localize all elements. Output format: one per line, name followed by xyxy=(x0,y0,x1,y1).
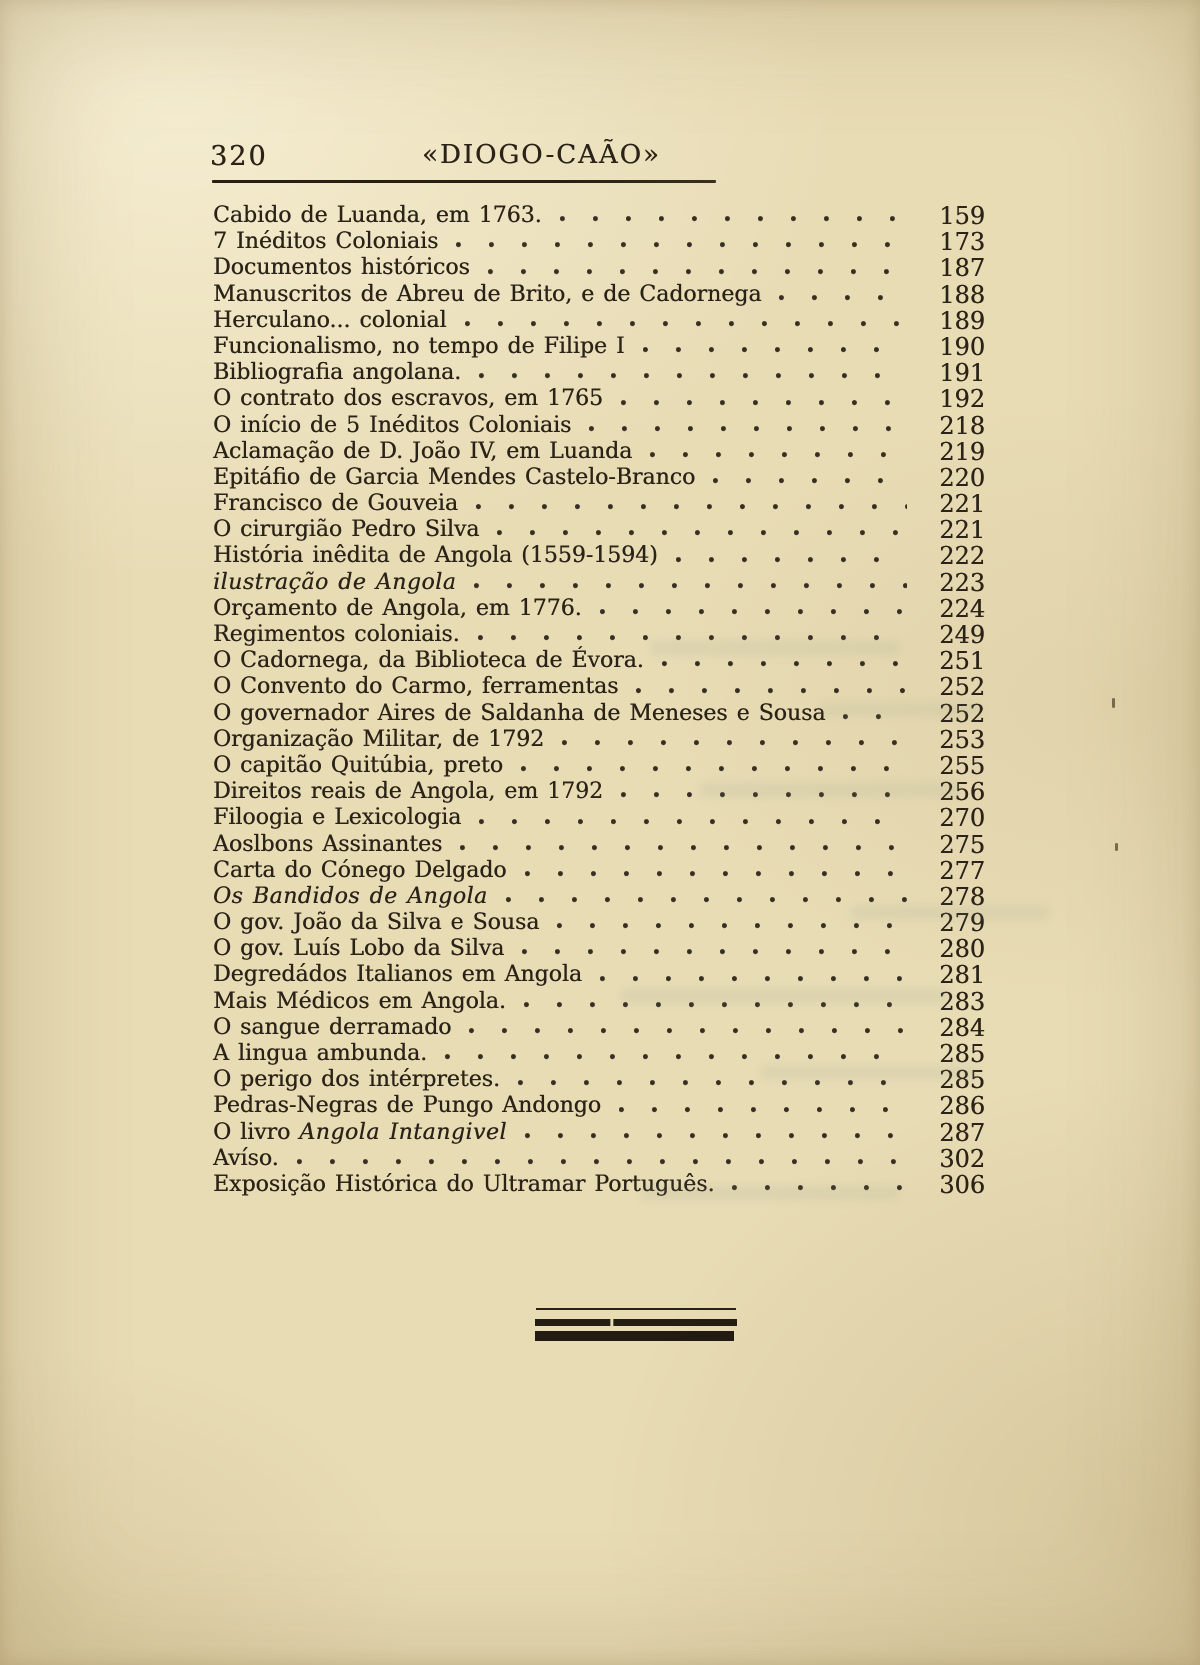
toc-entry xyxy=(213,308,985,334)
toc-entry-page: 224 xyxy=(939,594,985,623)
toc-entry-title: História inêdita de Angola (1559-1594) xyxy=(213,543,658,569)
toc-entry xyxy=(213,543,985,569)
toc-entry xyxy=(213,1067,985,1093)
toc-entry-page: 173 xyxy=(939,228,985,257)
leader-dots xyxy=(724,1172,907,1198)
toc-entry xyxy=(213,439,985,465)
toc-entry xyxy=(213,858,985,884)
tailpiece-thick-rule xyxy=(535,1331,734,1341)
leader-dots xyxy=(835,701,907,727)
toc-entry xyxy=(213,570,985,596)
toc-entry-title: Pedras-Negras de Pungo Andongo xyxy=(213,1093,601,1119)
leader-dots xyxy=(592,596,907,622)
toc-entry-title: O gov. João da Silva e Sousa xyxy=(213,910,540,936)
toc-entry-page: 221 xyxy=(939,490,985,519)
toc-entry xyxy=(213,1146,985,1172)
toc-entry-title: Carta do Cónego Delgado xyxy=(213,857,507,883)
leader-dots xyxy=(471,360,907,386)
toc-entry-page: 287 xyxy=(939,1118,985,1147)
leader-dots xyxy=(592,962,907,988)
toc-entry-title: O perigo dos intérpretes. xyxy=(213,1067,500,1093)
leader-dots xyxy=(771,282,907,308)
header-rule xyxy=(212,180,716,183)
leader-dots xyxy=(611,1093,907,1119)
page-number: 320 xyxy=(210,141,268,172)
leader-dots xyxy=(517,858,907,884)
toc-entry xyxy=(213,1120,985,1146)
toc-entry-page: 302 xyxy=(939,1144,985,1173)
toc-entry-page: 285 xyxy=(939,1040,985,1068)
toc-entry-title: Manuscritos de Abreu de Brito, e de Cadornega xyxy=(213,281,762,307)
leader-dots xyxy=(581,413,907,439)
leader-dots xyxy=(289,1146,907,1172)
toc-entry-title: O cirurgião Pedro Silva xyxy=(213,517,480,543)
toc-entry-title: O Convento do Carmo, ferramentas xyxy=(213,674,619,700)
toc-entry-title: ilustração de Angola xyxy=(213,569,457,595)
toc-entry xyxy=(213,491,985,517)
page-title: «DIOGO-CAÃO» xyxy=(422,140,661,170)
toc-entry-page: 221 xyxy=(939,516,985,545)
toc-entry-title: Direitos reais de Angola, em 1792 xyxy=(213,779,604,805)
toc-entry-title: O contrato dos escravos, em 1765 xyxy=(213,386,604,412)
leader-dots xyxy=(510,1067,907,1093)
toc-entry-page: 256 xyxy=(939,778,985,807)
toc-entry-title: Aoslbons Assinantes xyxy=(213,831,443,857)
toc-entry-page: 252 xyxy=(939,673,985,702)
leader-dots xyxy=(452,832,907,858)
leader-dots xyxy=(480,255,907,281)
toc-entry xyxy=(213,229,985,255)
toc-entry xyxy=(213,1015,985,1041)
toc-entry-page: 275 xyxy=(939,830,985,859)
toc-entry-page: 252 xyxy=(939,699,985,728)
leader-dots xyxy=(514,936,907,962)
toc-entry-title: O Cadornega, da Biblioteca de Évora. xyxy=(213,648,644,674)
toc-entry xyxy=(213,648,985,674)
toc-entry xyxy=(213,413,985,439)
toc-entry-title: Exposição Histórica do Ultramar Português. xyxy=(213,1171,715,1197)
toc-entry-page: 280 xyxy=(939,935,985,964)
toc-entry-title: O início de 5 Inéditos Coloniais xyxy=(213,412,572,438)
toc-entry-title: Bibliografia angolana. xyxy=(213,360,462,386)
toc-entry-title: Organização Militar, de 1792 xyxy=(213,726,545,752)
toc-entry xyxy=(213,674,985,700)
leader-dots xyxy=(461,1015,907,1041)
leader-dots xyxy=(552,203,907,229)
toc-entry xyxy=(213,832,985,858)
toc-entry-page: 219 xyxy=(939,437,985,466)
toc-entry-title: O sangue derramado xyxy=(213,1014,452,1040)
toc-entry-page: 286 xyxy=(939,1092,985,1121)
toc-entry-title: Documentos históricos xyxy=(213,255,470,281)
toc-entry-page: 283 xyxy=(939,987,985,1016)
leader-dots xyxy=(448,229,907,255)
toc-entry-page: 270 xyxy=(939,804,985,833)
leader-dots xyxy=(654,648,907,674)
ink-speck xyxy=(1112,698,1115,708)
toc-entry xyxy=(213,753,985,779)
toc-entry-title: O capitão Quitúbia, preto xyxy=(213,752,503,778)
toc-entry xyxy=(213,1041,985,1067)
toc-entry-page: 159 xyxy=(939,202,985,230)
toc-entry-page: 277 xyxy=(939,856,985,885)
toc-entry-page: 189 xyxy=(939,306,985,335)
toc-entry-title: Herculano... colonial xyxy=(213,307,447,333)
toc-entry-title: 7 Inéditos Coloniais xyxy=(213,229,439,255)
toc-entry xyxy=(213,596,985,622)
toc-entry-page: 218 xyxy=(939,411,985,440)
toc-entry xyxy=(213,1172,985,1198)
toc-entry xyxy=(213,386,985,412)
leader-dots xyxy=(457,308,907,334)
ink-speck xyxy=(1115,843,1118,851)
toc-entry-page: 279 xyxy=(939,909,985,938)
toc-entry-title: Regimentos coloniais. xyxy=(213,622,460,647)
leader-dots xyxy=(613,779,907,805)
leader-dots xyxy=(705,465,907,491)
tailpiece-middle-rule xyxy=(535,1319,737,1326)
leader-dots xyxy=(468,491,907,517)
leader-dots xyxy=(489,517,907,543)
leader-dots xyxy=(466,570,907,596)
toc-entry-page: 220 xyxy=(939,463,985,492)
toc-entry-page: 281 xyxy=(939,961,985,990)
tailpiece-ornament xyxy=(535,1308,737,1341)
toc-entry xyxy=(213,622,985,648)
toc-entry-title: Avíso. xyxy=(213,1145,279,1171)
leader-dots xyxy=(549,910,907,936)
toc-entry xyxy=(213,334,985,360)
toc-entry-page: 188 xyxy=(939,280,985,309)
toc-entry xyxy=(213,360,985,386)
toc-entry xyxy=(213,465,985,491)
leader-dots xyxy=(470,622,907,648)
toc-entry-title: Cabido de Luanda, em 1763. xyxy=(213,203,542,228)
leader-dots xyxy=(513,753,907,779)
toc-entry-title: A lingua ambunda. xyxy=(213,1041,428,1066)
toc-entry-page: 278 xyxy=(939,882,985,911)
toc-entry xyxy=(213,910,985,936)
toc-entry-title: Filoogia e Lexicologia xyxy=(213,805,462,831)
leader-dots xyxy=(516,989,907,1015)
toc-entry xyxy=(213,517,985,543)
toc-entry xyxy=(213,701,985,727)
toc-entry-page: 255 xyxy=(939,751,985,780)
toc-entry-page: 190 xyxy=(939,332,985,361)
toc-entry-page: 191 xyxy=(939,359,985,388)
leader-dots xyxy=(642,439,907,465)
toc-entry-page: 223 xyxy=(939,568,985,597)
toc-entry xyxy=(213,884,985,910)
toc-entry-title: Funcionalismo, no tempo de Filipe I xyxy=(213,333,625,359)
toc-entry-title: O governador Aires de Saldanha de Meneses e Sousa xyxy=(213,700,826,726)
toc-list xyxy=(213,203,985,1198)
toc-entry-title: Degredádos Italianos em Angola xyxy=(213,962,583,988)
leader-dots xyxy=(628,674,907,700)
toc-entry-title: O livro Angola Intangivel xyxy=(213,1119,507,1145)
leader-dots xyxy=(437,1041,907,1067)
tailpiece-thin-rule xyxy=(536,1308,736,1310)
toc-entry xyxy=(213,203,985,229)
toc-entry-page: 222 xyxy=(939,542,985,571)
leader-dots xyxy=(668,543,907,569)
toc-entry-page: 285 xyxy=(939,1066,985,1095)
toc-entry-page: 187 xyxy=(939,254,985,283)
toc-entry xyxy=(213,805,985,831)
toc-entry-title: Mais Médicos em Angola. xyxy=(213,988,506,1014)
toc-entry xyxy=(213,936,985,962)
leader-dots xyxy=(635,334,907,360)
toc-entry-page: 249 xyxy=(939,621,985,649)
leader-dots xyxy=(471,805,907,831)
toc-entry xyxy=(213,989,985,1015)
toc-entry-page: 284 xyxy=(939,1013,985,1042)
toc-entry-page: 306 xyxy=(939,1170,985,1199)
toc-entry-title: Orçamento de Angola, em 1776. xyxy=(213,595,582,621)
toc-entry-title: Os Bandidos de Angola xyxy=(213,883,488,909)
toc-entry-title: Epitáfio de Garcia Mendes Castelo-Branco xyxy=(213,464,696,490)
toc-entry xyxy=(213,1093,985,1119)
toc-entry-page: 253 xyxy=(939,725,985,754)
toc-entry-title: Aclamação de D. João IV, em Luanda xyxy=(213,438,633,464)
leader-dots xyxy=(554,727,907,753)
toc-entry xyxy=(213,282,985,308)
toc-entry xyxy=(213,255,985,281)
toc-entry-page: 192 xyxy=(939,385,985,414)
toc-entry xyxy=(213,779,985,805)
leader-dots xyxy=(498,884,907,910)
toc-entry xyxy=(213,962,985,988)
toc-entry-title: O gov. Luís Lobo da Silva xyxy=(213,936,505,962)
toc-entry xyxy=(213,727,985,753)
toc-entry-title: Francisco de Gouveia xyxy=(213,491,458,517)
leader-dots xyxy=(517,1120,907,1146)
leader-dots xyxy=(613,386,907,412)
toc-entry-page: 251 xyxy=(939,647,985,676)
